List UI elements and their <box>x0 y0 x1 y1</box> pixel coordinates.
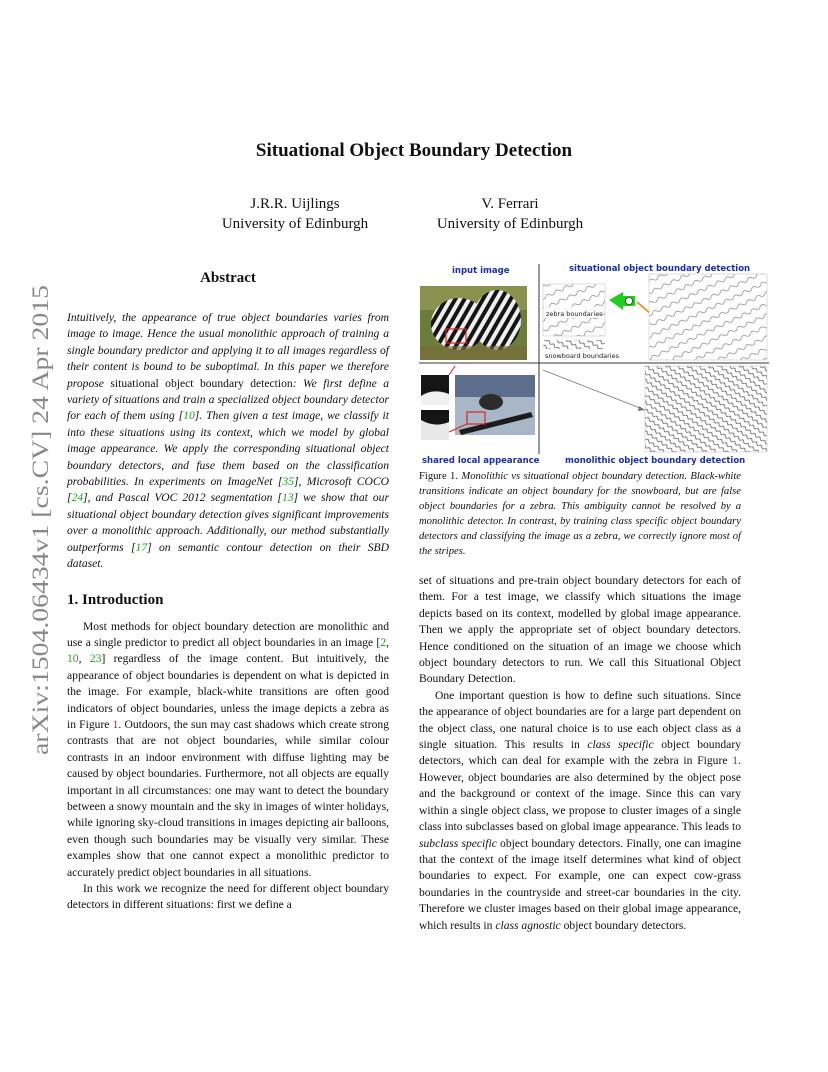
intro-part: Most methods for object boundary detection are monolithic and use a single predictor to predict all object boundaries in an image [ <box>67 619 389 649</box>
figure-1-caption <box>419 469 741 560</box>
monolithic-boundary-map <box>543 366 767 452</box>
intro-paragraph-3 <box>419 688 741 934</box>
right-column <box>419 573 741 934</box>
author-2-affiliation: University of Edinburgh <box>436 216 584 232</box>
paper-title: Situational Object Boundary Detection <box>255 140 573 161</box>
abstract-part: ], and Pascal VOC 2012 segmentation [ <box>83 491 282 505</box>
intro-part: , <box>386 635 389 649</box>
section-heading-introduction: 1. Introduction <box>67 591 164 608</box>
snowboard-boundary-map <box>543 340 621 360</box>
author-1 <box>205 194 385 234</box>
intro-part: . However, object boundaries are also determined by the object pose and the background or context of the image. Since this can vary within a single object class, we propose to cluster images of a single class into subclasses based on global image appearance. This leads to <box>419 754 741 834</box>
intro-part: . Outdoors, the sun may cast shadows which create strong contrasts that are not object boundaries, while similar colour contrasts in an indoor environment with diffuse lighting may be caused by object boundaries. Furthermore, not all objects are equally important in all circumstances: one may want to detect the boundary between a snowy mountain and the sky in images of winter holidays, while ignoring sky-cloud transitions in images depicting air balloons, even though such boundaries may be visually very similar. These examples show that one cannot expect a monolithic predictor to accurately predict object boundaries in all situations. <box>67 717 389 879</box>
intro-part: One important question is how to define such situations. Since the appearance of object boundaries are for a large part dependent on the object class, one natural choice is to use each object class as a single situation. This results in <box>419 688 741 752</box>
intro-part: object boundary detectors. Finally, one can imagine that the context of the image itself determines what kind of object boundaries to expect. For example, one can expect cow-grass boundaries in the countryside and street-car boundaries in the city. Therefore we cluster images based on their global image appearance, which results in <box>419 836 741 932</box>
intro-paragraph-1 <box>67 619 389 882</box>
intro-emphasis: subclass specific <box>419 836 497 850</box>
zebra-image <box>420 286 527 360</box>
abstract-part: Intuitively, the appearance of true object boundaries varies from image to image. Hence the usual monolithic approach of training a single boundary predictor and applying it to all images regardless of their content is bound to be suboptimal. In this paper we therefore propose <box>67 311 389 390</box>
arxiv-stamp <box>6 285 70 755</box>
abstract-part: ] we show that our situational object boundary detection gives significant improvements over a monolithic approach. Additionally, our method substantially outperforms [ <box>67 491 389 554</box>
figure-ref-link[interactable]: 1 <box>732 754 739 768</box>
figure-1 <box>419 262 769 467</box>
citation-link[interactable]: 13 <box>281 491 294 505</box>
author-1-name: J.R.R. Uijlings <box>250 196 340 212</box>
figure-ref-link[interactable]: 1 <box>112 717 119 731</box>
arxiv-stamp-text: arXiv:1504.06434v1 [cs.CV] 24 Apr 2015 <box>28 356 54 755</box>
citation-link[interactable]: 2 <box>380 635 387 649</box>
author-2-name: V. Ferrari <box>481 196 539 212</box>
citation-link[interactable]: 10 <box>67 652 79 666</box>
abstract-part: ], Microsoft COCO [ <box>67 475 390 505</box>
abstract-text <box>67 310 389 573</box>
intro-part: ] regardless of the image content. But intuitively, the appearance of object boundaries is dependent on what is depicted in the image. For example, black-white transitions are often good indicators of object boundaries, unless the image depicts a zebra as in Figure <box>67 652 389 731</box>
abstract-part: : We first define a variety of situations and train a specialized object boundary detector for each of them using [ <box>67 376 389 423</box>
figure-label-situational: situational object boundary detection <box>569 264 751 274</box>
figure-label-shared: shared local appearance <box>422 456 540 466</box>
intro-part: object boundary detectors, which can deal for example with the zebra in Figure <box>419 738 741 768</box>
snowboard-image <box>455 375 535 435</box>
intro-part: object boundary detectors. <box>560 918 687 932</box>
caption-prefix: Figure 1. <box>419 471 462 482</box>
intro-part: , <box>78 652 90 666</box>
figure-label-zebra: zebra boundaries <box>546 310 603 318</box>
citation-link[interactable]: 10 <box>183 409 195 423</box>
intro-paragraph-2-continued: set of situations and pre-train object boundary detectors for each of them. For a test image, we classify which situations the image depicts based on its context, modelled by global image appearance. Then we apply the appropriate set of object boundary detectors. Hence conditioned on the situation of an image we choose which object boundary detectors to run. We call this Situational Object Boundary Detection. <box>419 574 741 686</box>
abstract-upright: situational object boundary detection <box>110 376 293 390</box>
citation-link[interactable]: 17 <box>135 540 148 554</box>
citation-link[interactable]: 23 <box>89 652 102 666</box>
caption-text: Monolithic vs situational object boundary detection. Black-white transitions indicate an object boundary for the snowboard, but are false object boundaries for a zebra. This ambiguity cannot be resolved by a monolithic detector. In contrast, by training class specific object boundary detectors and classifying the image as a zebra, we correctly ignore most of the stripes. <box>419 471 741 558</box>
author-1-affiliation: University of Edinburgh <box>221 216 369 232</box>
figure-label-monolithic: monolithic object boundary detection <box>565 456 746 466</box>
citation-link[interactable]: 35 <box>282 475 294 489</box>
left-column <box>67 266 389 914</box>
author-2 <box>420 194 600 234</box>
figure-label-input: input image <box>452 266 510 276</box>
figure-label-snowboard: snowboard boundaries <box>545 352 619 360</box>
intro-emphasis: class agnostic <box>495 918 561 932</box>
intro-emphasis: class specific <box>587 738 654 752</box>
intro-paragraph-2: In this work we recognize the need for different object boundary detectors in different situations: first we define a <box>67 882 389 912</box>
abstract-heading: Abstract <box>200 270 256 286</box>
citation-link[interactable]: 24 <box>71 491 84 505</box>
abstract-part: ] on semantic contour detection on their SBD dataset. <box>67 540 389 571</box>
abstract-part: ]. Then given a test image, we classify it into these situations using its context, which we model by global image appearance. We apply the corresponding situational object boundary detectors, and fuse them based on the classification probabilities. In experiments on ImageNet [ <box>67 409 389 489</box>
